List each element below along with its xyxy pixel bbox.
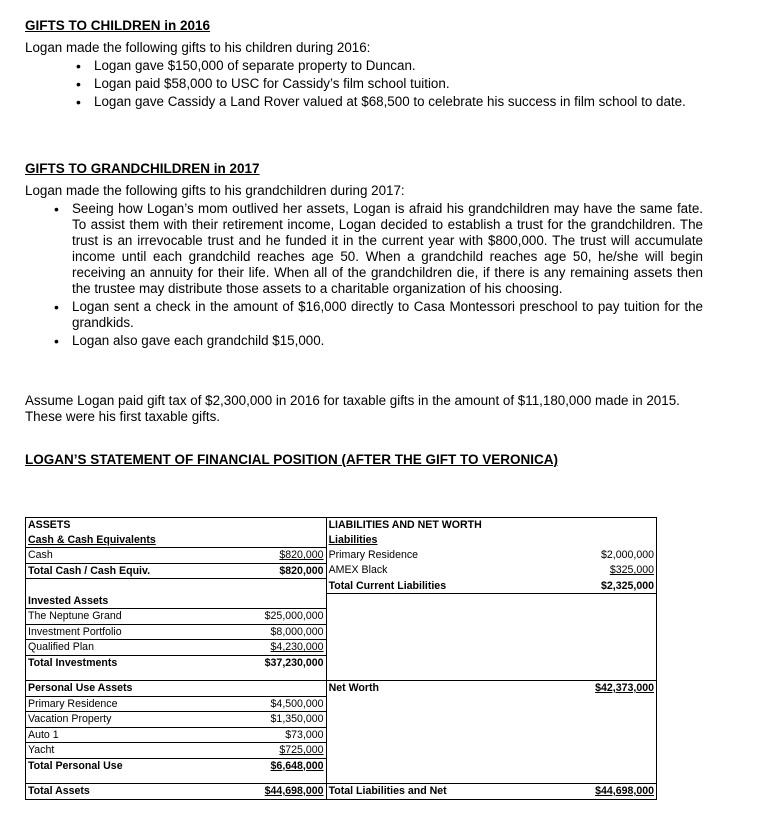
liability-value: $325,000 [528, 563, 656, 579]
total-assets-value: $44,698,000 [243, 784, 326, 800]
cash-label: Cash [26, 548, 244, 564]
personal-item-label: Vacation Property [26, 712, 244, 728]
total-personal-use-value: $6,648,000 [243, 758, 326, 773]
personal-item-value: $73,000 [243, 727, 326, 743]
section-heading-gifts-to-grandchildren: GIFTS TO GRANDCHILDREN in 2017 [25, 161, 260, 176]
liability-label: Primary Residence [328, 548, 419, 561]
personal-use-header: Personal Use Assets [26, 681, 244, 697]
invested-item-value: $8,000,000 [243, 624, 326, 640]
assets-header: ASSETS [26, 518, 244, 533]
list-item: • Logan also gave each grandchild $15,000. [50, 333, 703, 349]
personal-item-value: $725,000 [243, 743, 326, 759]
total-liabilities-net-value: $44,698,000 [528, 784, 656, 800]
total-current-liabilities-value: $2,325,000 [528, 579, 656, 594]
personal-item-label: Auto 1 [26, 727, 244, 743]
net-worth-value: $42,373,000 [528, 681, 656, 697]
assumption-paragraph: Assume Logan paid gift tax of $2,300,000 in 2016 for taxable gifts in the amount of $11,180,000 made in 2015. These were his first taxable gifts. [25, 393, 680, 424]
personal-item-value: $4,500,000 [243, 696, 326, 712]
list-item: • Logan gave $150,000 of separate property to Duncan. [72, 58, 700, 74]
total-cash-value: $820,000 [243, 563, 326, 579]
section-heading-gifts-to-children: GIFTS TO CHILDREN in 2016 [25, 18, 211, 33]
total-liabilities-net-label: Total Liabilities and Net [326, 784, 528, 800]
list-item: • Logan gave Cassidy a Land Rover valued at $68,500 to celebrate his success in film school to date. [72, 94, 700, 110]
liability-value: $2,000,000 [528, 548, 656, 564]
cash-equivalents-header: Cash & Cash Equivalents [26, 533, 244, 548]
personal-item-value: $1,350,000 [243, 712, 326, 728]
liabilities-net-worth-header: LIABILITIES AND NET WORTH [326, 518, 528, 533]
list-item: • Logan sent a check in the amount of $16,000 directly to Casa Montessori preschool to pay tuition for the grandkids. [50, 299, 703, 331]
bullet-list-grandchildren [50, 201, 703, 351]
list-item: • Seeing how Logan’s mom outlived her assets, Logan is afraid his grandchildren may have the same fate. To assist them with their retirement income, Logan decided to establish a trust for the grandchildren. The trust is an irrevocable trust and he funded it in the current year with $800,000. The trust will accumulate income until each grandchild reaches age 50. When a grandchild reaches age 50, he/she will begin receiving an annuity for their life. When all of the grandchildren die, if there is any remaining assets then the trustee may distribute those assets to a charitable organization of his choosing. [50, 201, 703, 297]
financial-statement-table [25, 517, 657, 800]
total-investments-value: $37,230,000 [243, 655, 326, 670]
personal-item-label: Primary Residence [26, 696, 244, 712]
liability-label: AMEX Black [328, 564, 388, 576]
section-intro-children: Logan made the following gifts to his children during 2016: [25, 40, 371, 55]
total-investments-label: Total Investments [26, 655, 244, 670]
invested-item-value: $4,230,000 [243, 640, 326, 656]
cash-value: $820,000 [243, 548, 326, 564]
invested-assets-header: Invested Assets [26, 594, 244, 609]
statement-heading: LOGAN’S STATEMENT OF FINANCIAL POSITION (AFTER THE GIFT TO VERONICA) [25, 452, 558, 467]
total-cash-label: Total Cash / Cash Equiv. [26, 563, 244, 579]
invested-item-label: The Neptune Grand [26, 609, 244, 625]
bullet-list-children [72, 58, 700, 112]
liabilities-subheader: Liabilities [328, 533, 378, 546]
section-intro-grandchildren: Logan made the following gifts to his grandchildren during 2017: [25, 183, 405, 198]
net-worth-label: Net Worth [326, 681, 528, 697]
invested-item-value: $25,000,000 [243, 609, 326, 625]
personal-item-label: Yacht [26, 743, 244, 759]
invested-item-label: Investment Portfolio [26, 624, 244, 640]
list-item: • Logan paid $58,000 to USC for Cassidy’s film school tuition. [72, 76, 700, 92]
invested-item-label: Qualified Plan [26, 640, 244, 656]
total-current-liabilities-label: Total Current Liabilities [328, 579, 447, 592]
total-personal-use-label: Total Personal Use [26, 758, 244, 773]
total-assets-label: Total Assets [26, 784, 244, 800]
